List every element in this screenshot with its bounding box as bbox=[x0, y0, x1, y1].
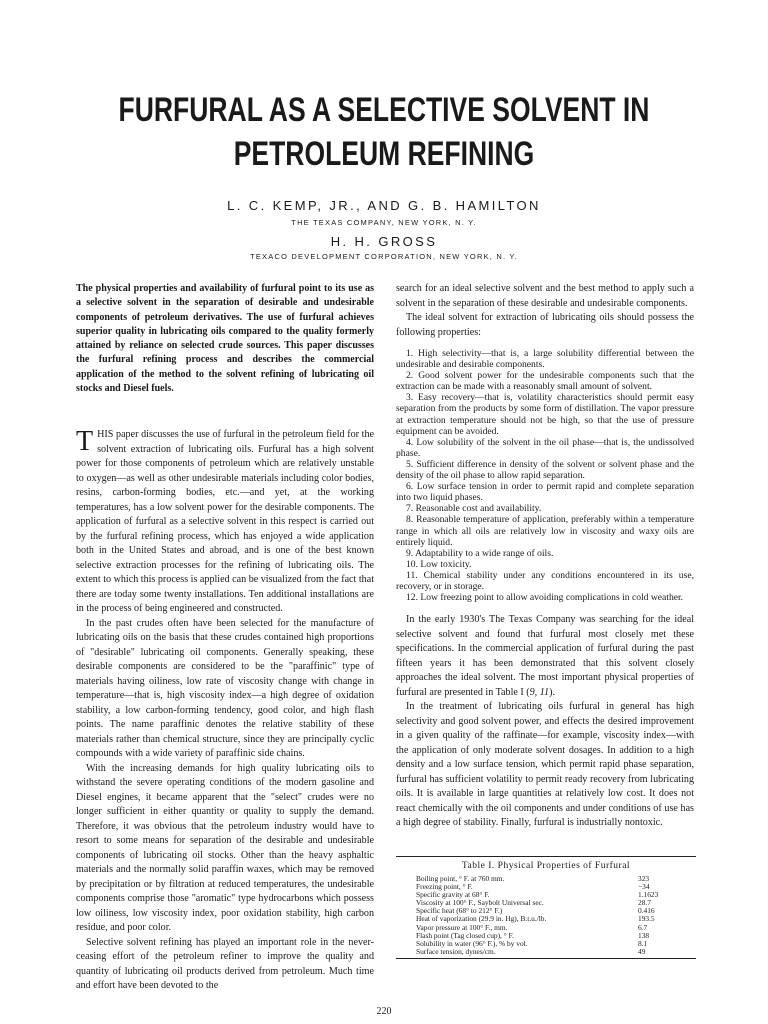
property-item: 10. Low toxicity. bbox=[406, 558, 472, 570]
property-item: 1. High selectivity—that is, a large solubility differential between the undesirable and desirable components. bbox=[396, 348, 694, 371]
table-cell-value: 8.1 bbox=[638, 938, 648, 948]
title-line-1: FURFURAL AS A SELECTIVE SOLVENT IN bbox=[118, 91, 650, 129]
paragraph-early-1930s-text: In the early 1930's The Texas Company was searching for the ideal selective solvent and found that furfural most closely met these specifications. In the commercial application of furfural during the past fifteen years it has been demonstrated that this solvent closely approaches the ideal solvent. The most important physical properties of furfural are presented in Table I ( bbox=[396, 614, 694, 698]
property-item: 3. Easy recovery—that is, volatility characteristics should permit easy separation from the products by some form of distillation. The vapor pressure at extraction temperature should not be high, so that the use of pressure equipment can be avoided. bbox=[396, 392, 694, 437]
left-column bbox=[76, 282, 374, 994]
intro-paragraph bbox=[76, 428, 374, 617]
reference-citation: 9, 11 bbox=[529, 686, 550, 698]
page-number: 220 bbox=[376, 1006, 392, 1017]
table-cell-label: Solubility in water (96° F.), % by vol. bbox=[416, 938, 528, 948]
intro-text: HIS paper discusses the use of furfural in the petroleum field for the solvent extraction of lubricating oils. Furfural has a high solvent power for those components of petroleum which are relatively unstable to oxygen—as well as other undesirable materials including color bodies, resins, carbon-forming bodies, etc.—and yet, at the working temperatures, has a low solvent power for the desirable components. The application of furfural as a selective solvent in this respect is carried out by the furfural refining process, which has enjoyed a wide application both in the United States and abroad, and is one of the best known selective extraction processes for the refining of lubricating oils. The extent to which this process is applied can be visualized from the fact that there are today some twenty installations. Ten additional installations are in the process of being engineered and constructed. bbox=[76, 429, 374, 615]
drop-cap: T bbox=[76, 426, 94, 458]
table-cell-label: Vapor pressure at 100° F., mm. bbox=[416, 922, 508, 932]
property-item: 12. Low freezing point to allow avoiding complications in cold weather. bbox=[406, 592, 684, 604]
property-item: 5. Sufficient difference in density of the solvent or solvent phase and the density of the oil phase to allow rapid separation. bbox=[396, 458, 694, 482]
table-cell-value: −34 bbox=[638, 882, 650, 892]
table-cell-label: Specific heat (68° to 212° F.) bbox=[416, 906, 503, 916]
table-cell-label: Flash point (Tag closed cup), ° F. bbox=[416, 930, 514, 940]
table-cell-label: Freezing point, ° F. bbox=[416, 882, 473, 892]
table-cell-label: Specific gravity at 68° F. bbox=[416, 890, 490, 900]
abstract: The physical properties and availability of furfural point to its use as a selective solvent in the separation of desirable and undesirable components of petroleum derivatives. The use of furfural achieves superior quality in lubricating oils compared to the quality formerly attained by reliance on selected crude sources. This paper discusses the furfural refining process and describes the commercial application of the method to the solvent refining of lubricating oil stocks and Diesel fuels. bbox=[76, 283, 374, 395]
table-cell-value: 193.5 bbox=[638, 914, 655, 924]
paragraph-past-crudes: In the past crudes often have been selected for the manufacture of lubricating oils on the basis that these crudes contained high proportions of "desirable" lubricating oil components. Generally speaking, these desirable components are considered to be the "paraffinic" type of materials having oiliness, low rate of viscosity change with change in temperature—that is, high viscosity index—a high degree of oxidation stability, a low carbon-forming tendency, good color, and high flash points. The name paraffinic denotes the relative stability of these materials rather than chemical structure, since they are principally cyclic compounds with a wide variety of paraffinic side chains. bbox=[76, 617, 374, 760]
table-cell-value: 28.7 bbox=[638, 898, 651, 908]
paragraph-ideal-solvent: The ideal solvent for extraction of lubricating oils should possess the following properties: bbox=[396, 312, 694, 338]
table-cell-value: 6.7 bbox=[638, 922, 648, 932]
table-cell-label: Viscosity at 100° F., Saybolt Universal sec. bbox=[416, 898, 544, 908]
affiliation-texas-company: THE TEXAS COMPANY, NEW YORK, N. Y. bbox=[291, 218, 477, 227]
authors-primary: L. C. KEMP, JR., AND G. B. HAMILTON bbox=[227, 198, 541, 213]
property-item: 6. Low surface tension in order to permit rapid and complete separation into two liquid phases. bbox=[396, 481, 694, 504]
table-physical-properties bbox=[396, 856, 696, 959]
paragraph-continued: search for an ideal selective solvent and the best method to apply such a solvent in the separation of these desirable and undesirable components. bbox=[396, 283, 694, 309]
paragraph-treatment: In the treatment of lubricating oils furfural in general has high selectivity and good solvent power, and effects the desired improvement in a given quality of the raffinate—for example, viscosity index—with the application of only moderate solvent dosages. In addition to a high density and a low surface tension, which permit rapid phase separation, furfural has sufficient volatility to permit ready recovery from lubricating oils. It is available in large quantities at relatively low cost. It does not react chemically with the oil components and under conditions of use has a high degree of stability. Finally, furfural is industrially nontoxic. bbox=[396, 701, 694, 829]
table-cell-value: 323 bbox=[638, 874, 650, 883]
table-caption: Table I. Physical Properties of Furfural bbox=[461, 861, 631, 871]
table-cell-label: Surface tension, dynes/cm. bbox=[416, 946, 496, 956]
article-title bbox=[84, 88, 683, 176]
table-bottom-rule bbox=[396, 958, 696, 959]
property-item: 7. Reasonable cost and availability. bbox=[406, 503, 542, 515]
title-line-2: PETROLEUM REFINING bbox=[233, 135, 535, 173]
table-cell-label: Heat of vaporization (29.9 in. Hg), B.t.u./lb. bbox=[416, 914, 547, 924]
paragraph-early-1930s-end: ). bbox=[549, 686, 555, 698]
authors-secondary: H. H. GROSS bbox=[330, 234, 438, 249]
property-item: 2. Good solvent power for the undesirable components such that the extraction can be made with a reasonably small amount of solvent. bbox=[396, 370, 694, 393]
right-column bbox=[396, 282, 694, 831]
paragraph-increasing-demands: With the increasing demands for high quality lubricating oils to withstand the severe operating conditions of the modern gasoline and Diesel engines, it became apparent that the "select" crudes were no longer sufficient in either quantity or quality to supply the demand. Therefore, it was obvious that the petroleum industry would have to resort to some means for separation of the desirable and undesirable components of lubricating oil stocks. Other than the heavy asphaltic materials and the normally solid paraffin waxes, which may be removed by precipitation or by filtration at reduced temperatures, the undesirable components comprise those "aromatic" type hydrocarbons which possess low oiliness, low viscosity index, poor oxidation stability, high carbon residue, and poor color. bbox=[76, 762, 374, 934]
table-cell-value: 138 bbox=[638, 930, 650, 940]
affiliation-texaco: TEXACO DEVELOPMENT CORPORATION, NEW YORK, N. Y. bbox=[250, 252, 518, 261]
property-item: 8. Reasonable temperature of application, preferably within a temperature range in which all oils are relatively low in viscosity and waxy oils are entirely liquid. bbox=[396, 514, 694, 548]
paragraph-early-1930s bbox=[396, 613, 694, 700]
properties-list bbox=[396, 348, 694, 603]
paragraph-selective-refining: Selective solvent refining has played an important role in the never-ceasing effort of the petroleum refiner to improve the quality and quantity of lubricating oil products derived from petroleum. Much time and effort have been devoted to the bbox=[76, 936, 374, 992]
table-top-rule bbox=[396, 856, 696, 857]
table-cell-label: Boiling point, ° F. at 760 mm. bbox=[416, 874, 505, 883]
table-cell-value: 49 bbox=[638, 946, 646, 956]
property-item: 4. Low solubility of the solvent in the oil phase—that is, the undissolved phase. bbox=[396, 436, 694, 459]
table-cell-value: 1.1623 bbox=[638, 890, 659, 900]
property-item: 11. Chemical stability under any conditions encountered in its use, recovery, or in storage. bbox=[396, 569, 694, 592]
table-row bbox=[396, 948, 696, 956]
property-item: 9. Adaptability to a wide range of oils. bbox=[406, 547, 554, 559]
table-cell-value: 0.416 bbox=[638, 906, 655, 916]
